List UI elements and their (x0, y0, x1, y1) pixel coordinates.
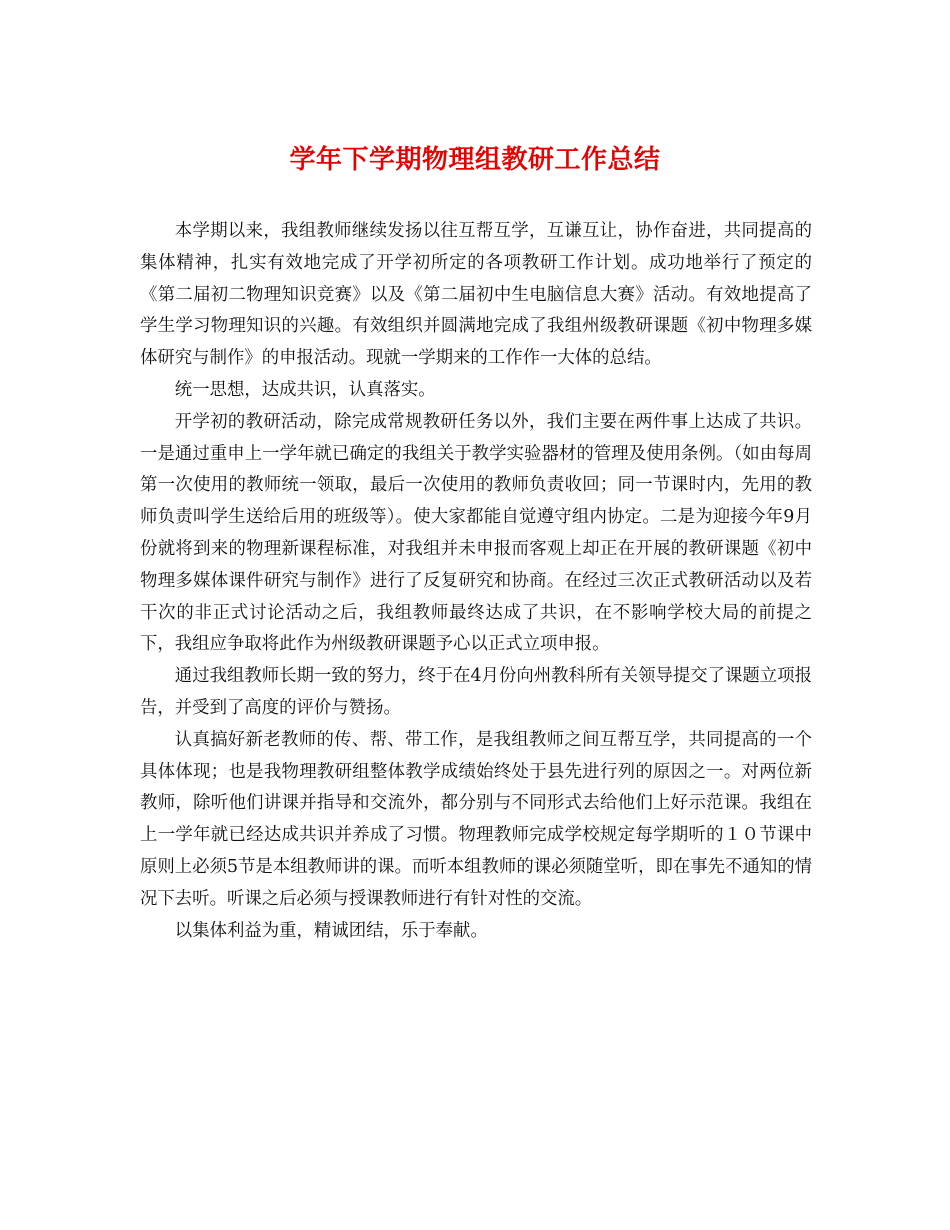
document-title: 学年下学期物理组教研工作总结 (289, 145, 661, 175)
paragraph-heading-collective: 以集体利益为重，精诚团结，乐于奉献。 (174, 920, 488, 941)
paragraph-mentoring: 认真搞好新老教师的传、帮、带工作，是我组教师之间互帮互学，共同提高的一个具体体现；也是我物理教研组整体教学成绩始终处于县先进行列的原因之一。对两位新教师，除听他们讲课并指导和交流外，都分别与不同形式去给他们上好示范课。我组在上一学年就已经达成共识并养成了习惯。物理教师完成学校规定每学期听的１０节课中原则上必须5节是本组教师讲的课。而听本组教师的课必须随堂听，即在事先不通知的情况下去听。听课之后必须与授课教师进行有针对性的交流。 (140, 729, 812, 909)
paragraph-consensus: 开学初的教研活动，除完成常规教研任务以外，我们主要在两件事上达成了共识。一是通过重申上一学年就已确定的我组关于教学实验器材的管理及使用条例。（如由每周第一次使用的教师统一领取，最后一次使用的教师负责收回；同一节课时内，先用的教师负责叫学生送给后用的班级等）。使大家都能自觉遵守组内协定。二是为迎接今年9月份就将到来的物理新课程标准，对我组并未申报而客观上却正在开展的教研课题《初中物理多媒体课件研究与制作》进行了反复研究和协商。在经过三次正式教研活动以及若干次的非正式讨论活动之后，我组教师最终达成了共识，在不影响学校大局的前提之下，我组应争取将此作为州级教研课题予心以正式立项申报。 (140, 411, 812, 655)
paragraph-intro: 本学期以来，我组教师继续发扬以往互帮互学，互谦互让，协作奋进，共同提高的集体精神，扎实有效地完成了开学初所定的各项教研工作计划。成功地举行了预定的《第二届初二物理知识竞赛》以及《第二届初中生电脑信息大赛》活动。有效地提高了学生学习物理知识的兴趣。有效组织并圆满地完成了我组州级教研课题《初中物理多媒体研究与制作》的申报活动。现就一学期来的工作作一大体的总结。 (140, 221, 812, 369)
paragraph-report: 通过我组教师长期一致的努力，终于在4月份向州教科所有关领导提交了课题立项报告，并受到了高度的评价与赞扬。 (140, 666, 812, 718)
document-body (140, 216, 812, 947)
paragraph-heading-unify: 统一思想，达成共识，认真落实。 (174, 379, 436, 400)
